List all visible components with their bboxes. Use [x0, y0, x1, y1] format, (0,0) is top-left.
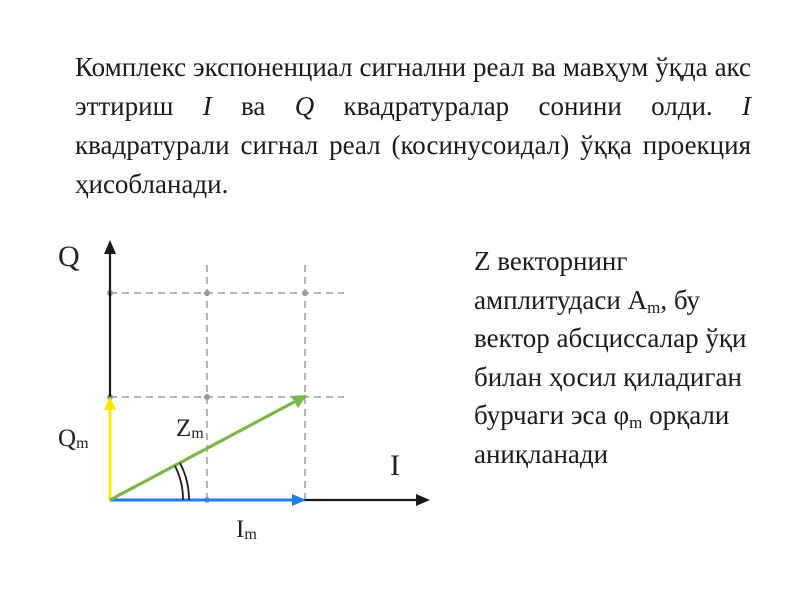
qm-label: Qm [58, 425, 89, 452]
im-label: Im [236, 516, 257, 543]
intro-text-2: ва [211, 91, 295, 121]
angle-arc-inner [175, 466, 183, 500]
grid-dot [204, 394, 210, 400]
intro-text-4: квадратурали сигнал реал (косинусоидал) ўққа проекция ҳисобланади. [75, 130, 751, 199]
grid-dot [302, 290, 308, 296]
qm-component-arrowhead [104, 396, 116, 410]
q-axis-label: Q [58, 240, 80, 273]
axes [104, 240, 430, 506]
dashed-grid [110, 265, 344, 500]
intro-var-q: Q [294, 91, 315, 121]
zm-label: Zm [176, 415, 204, 442]
note-sub-m-2: m [629, 413, 643, 432]
intro-var-i: I [202, 91, 212, 121]
im-component-arrowhead [292, 494, 306, 506]
intro-text-1: Комплекс экспоненциал сигнални реал ва мавҳум ўқда акс эттириш [75, 52, 751, 121]
intro-text-3: квадратуралар сонини олди. [314, 91, 742, 121]
intro-var-i-2: I [741, 91, 751, 121]
phi-angle-arcs [175, 463, 189, 500]
note-text-3: орқали аниқланади [474, 400, 730, 469]
note-text-2: , бу вектор абсциссалар ўқи билан ҳосил қиладиган бурчаги эса φ [474, 284, 747, 430]
grid-dot [204, 290, 210, 296]
vector-note-paragraph [474, 242, 774, 473]
i-axis-arrowhead [416, 494, 430, 506]
q-axis-arrowhead [104, 240, 116, 254]
zm-vector [110, 401, 296, 500]
note-text-1: Z векторнинг амплитудаси A [474, 246, 648, 315]
note-sub-m-1: m [647, 297, 661, 317]
i-axis-label: I [390, 449, 400, 482]
